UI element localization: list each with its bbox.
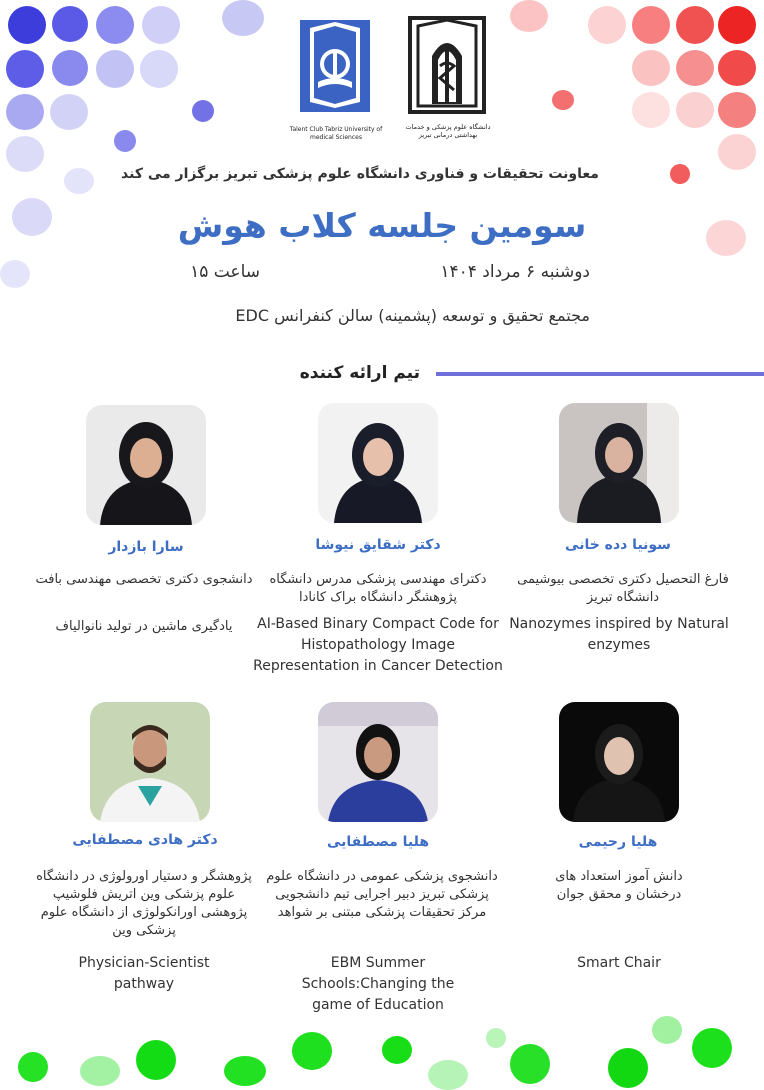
decor-dot: [718, 134, 756, 170]
presenter-name: سونیا دده خانی: [565, 537, 671, 553]
decor-dot: [140, 50, 178, 88]
decor-dot: [510, 0, 548, 32]
university-caption: دانشگاه علوم پزشکی و خدمات بهداشتی درمانی تبریز: [405, 123, 491, 139]
team-heading: تیم ارائه کننده: [299, 363, 420, 383]
event-title: سومین جلسه کلاب هوش: [177, 206, 587, 245]
decor-dot: [692, 1028, 732, 1068]
presenter-role: دانشجوی پزشکی عمومی در دانشگاه علوم پزشکی تبریز دبیر اجرایی تیم دانشجویی مرکز تحقیقات پزشکی مبتنی بر شواهد: [266, 869, 498, 920]
decor-dot: [8, 6, 46, 44]
presenter-topic: EBM Summer Schools:Changing the game of Education: [301, 955, 455, 1013]
presenter-name: هلیا رحیمی: [578, 834, 658, 850]
presenter-photo: [318, 403, 438, 523]
decor-dot: [676, 6, 714, 44]
event-time: ساعت ۱۵: [190, 262, 260, 282]
decor-dot: [588, 6, 626, 44]
decor-dot: [632, 92, 670, 128]
presenter-name: سارا بازدار: [108, 539, 184, 555]
decor-dot: [632, 50, 670, 86]
decor-dot: [510, 1044, 550, 1084]
decor-dot: [18, 1052, 48, 1082]
decor-dot: [6, 94, 44, 130]
presenter-role: دکترای مهندسی پزشکی مدرس دانشگاه پژوهشگر دانشگاه براک کانادا: [269, 572, 487, 605]
talent-club-logo: [296, 18, 374, 114]
decor-dot: [382, 1036, 412, 1064]
decor-dot: [114, 130, 136, 152]
decor-dot: [52, 6, 88, 42]
event-venue: مجتمع تحقیق و توسعه (پشمینه) سالن کنفرانس EDC: [235, 306, 590, 325]
presenter-photo: [86, 405, 206, 525]
decor-dot: [64, 168, 94, 194]
decor-dot: [670, 164, 690, 184]
presenter-role: دانشجوی دکتری تخصصی مهندسی بافت: [35, 572, 253, 587]
decor-dot: [192, 100, 214, 122]
decor-dot: [428, 1060, 468, 1090]
presenter-photo: [90, 702, 210, 822]
presenter-name: هلیا مصطفایی: [326, 834, 430, 850]
presenter-topic: Smart Chair: [577, 955, 661, 971]
decor-dot: [80, 1056, 120, 1086]
presenter-name: دکتر هادی مصطفایی: [72, 832, 218, 848]
decor-dot: [224, 1056, 266, 1086]
presenter-topic: AI-Based Binary Compact Code for Histopathology Image Representation in Cancer Detection: [253, 616, 503, 674]
talent-club-caption: Talent Club Tabriz University of medical Sciences: [289, 126, 383, 141]
decor-dot: [142, 6, 180, 44]
decor-dot: [6, 50, 44, 88]
decor-dot: [0, 260, 30, 288]
decor-dot: [706, 220, 746, 256]
decor-dot: [50, 94, 88, 130]
decor-dot: [632, 6, 670, 44]
university-logo: [408, 16, 486, 114]
presenter-role: پژوهشگر و دستیار اورولوژی در دانشگاه علوم پزشکی وین اتریش فلوشیپ پژوهشی اورانکولوژی از دانشگاه علوم پزشکی وین: [36, 869, 252, 938]
decor-dot: [718, 50, 756, 86]
presenter-topic: Nanozymes inspired by Natural enzymes: [509, 616, 729, 653]
decor-dot: [96, 50, 134, 88]
decor-dot: [676, 92, 714, 128]
presenter-role: فارغ التحصیل دکتری تخصصی بیوشیمی دانشگاه تبریز: [517, 572, 729, 605]
organizer-line: معاونت تحقیقات و فناوری دانشگاه علوم پزشکی تبریز برگزار می کند: [121, 166, 599, 182]
presenter-photo: [318, 702, 438, 822]
decor-dot: [96, 6, 134, 44]
presenter-photo: [559, 702, 679, 822]
event-date: دوشنبه ۶ مرداد ۱۴۰۴: [440, 262, 590, 282]
decor-dot: [676, 50, 714, 86]
decor-dot: [718, 92, 756, 128]
decor-dot: [6, 136, 44, 172]
presenter-role: دانش آموز استعداد های درخشان و محقق جوان: [555, 869, 683, 902]
decor-dot: [718, 6, 756, 44]
decor-dot: [222, 0, 264, 36]
decor-dot: [292, 1032, 332, 1070]
decor-dot: [652, 1016, 682, 1044]
presenter-photo: [559, 403, 679, 523]
decor-dot: [486, 1028, 506, 1048]
decor-dot: [12, 198, 52, 236]
decor-dot: [552, 90, 574, 110]
decor-dot: [52, 50, 88, 86]
decor-dot: [608, 1048, 648, 1088]
heading-divider: [436, 372, 764, 376]
presenter-name: دکتر شقایق نیوشا: [315, 537, 441, 553]
presenter-topic: Physician-Scientist pathway: [78, 955, 210, 992]
decor-dot: [136, 1040, 176, 1080]
presenter-topic: یادگیری ماشین در تولید نانوالیاف: [55, 619, 233, 634]
